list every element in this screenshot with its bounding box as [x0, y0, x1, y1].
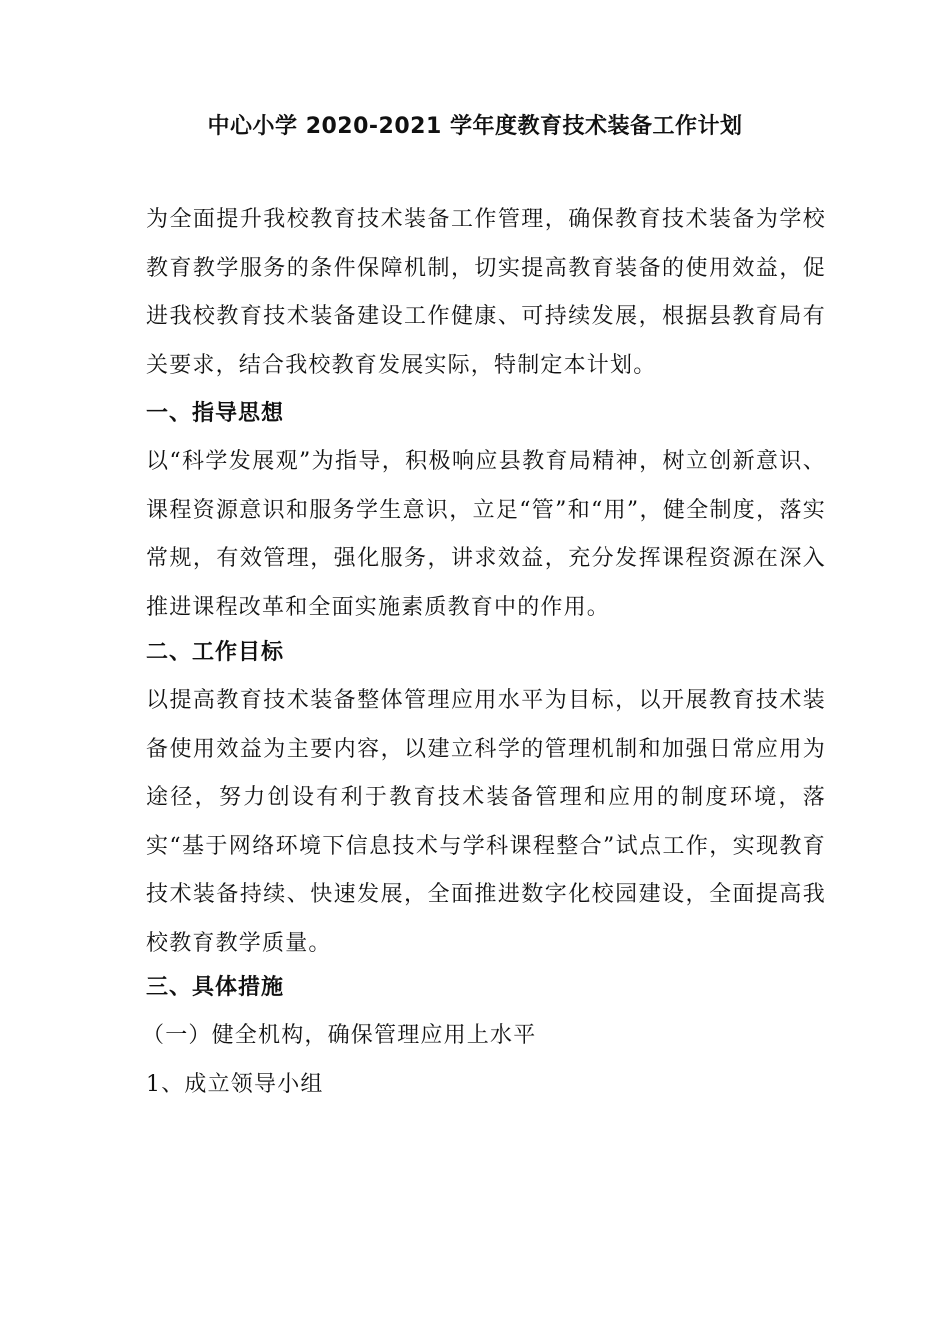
- work-goals-paragraph: 以提高教育技术装备整体管理应用水平为目标，以开展教育技术装备使用效益为主要内容，以建立科学的管理机制和加强日常应用为途径，努力创设有利于教育技术装备管理和应用的制度环境，落实“基于网络环境下信息技术与学科课程整合”试点工作，实现教育技术装备持续、快速发展，全面推进数字化校园建设，全面提高我校教育教学质量。: [146, 688, 826, 956]
- section-heading-guiding-thought: 一、指导思想: [146, 401, 285, 426]
- document-title: 中心小学 2020-2021 学年度教育技术装备工作计划: [207, 114, 743, 139]
- section-heading-measures: 三、具体措施: [146, 975, 285, 1000]
- guiding-thought-paragraph: 以“科学发展观”为指导，积极响应县教育局精神，树立创新意识、课程资源意识和服务学生意识，立足“管”和“用”，健全制度，落实常规，有效管理，强化服务，讲求效益，充分发挥课程资源在深入推进课程改革和全面实施素质教育中的作用。: [146, 449, 826, 620]
- measures-subheading: （一）健全机构，确保管理应用上水平: [142, 1023, 537, 1048]
- section-heading-work-goals: 二、工作目标: [146, 640, 285, 665]
- measures-item-1: 1、成立领导小组: [146, 1072, 324, 1097]
- intro-paragraph: 为全面提升我校教育技术装备工作管理，确保教育技术装备为学校教育教学服务的条件保障机制，切实提高教育装备的使用效益，促进我校教育技术装备建设工作健康、可持续发展，根据县教育局有关要求，结合我校教育发展实际，特制定本计划。: [146, 207, 826, 378]
